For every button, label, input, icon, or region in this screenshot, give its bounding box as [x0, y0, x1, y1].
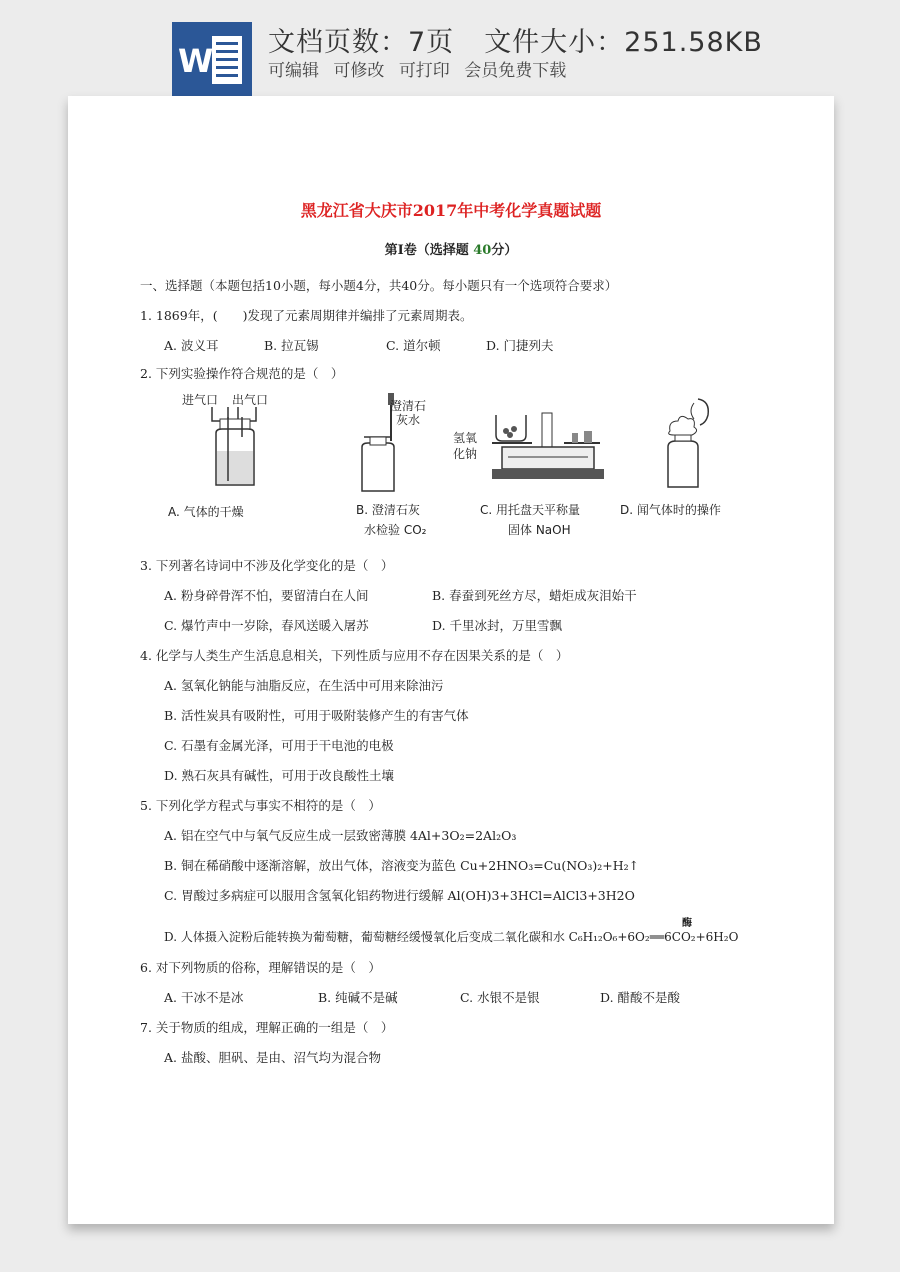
caption-a: A. 气体的干燥 [168, 505, 244, 519]
q4-option-c: C. 石墨有金属光泽，可用于干电池的电极 [164, 738, 394, 753]
q6-option-c: C. 水银不是银 [460, 990, 540, 1005]
q6-option-d: D. 醋酸不是酸 [600, 990, 681, 1005]
limewater-label-2: 灰水 [396, 413, 421, 427]
feature-printable: 可打印 [398, 61, 450, 81]
file-size: 文件大小：251.58KB [484, 27, 763, 58]
question-6: 6. 对下列物质的俗称，理解错误的是（ ） [140, 960, 381, 975]
q5-option-c: C. 胃酸过多病症可以服用含氢氧化铝药物进行缓解 Al(OH)3+3HCl=AlCl3+3H2O [164, 888, 635, 903]
q3-option-c: C. 爆竹声中一岁除，春风送暖入屠苏 [164, 618, 369, 633]
naoh-label-2: 化钠 [453, 447, 478, 461]
q7-option-a: A. 盐酸、胆矾、是由、沼气均为混合物 [164, 1050, 381, 1065]
q6-option-a: A. 干冰不是冰 [164, 990, 244, 1005]
caption-c-line2: 固体 NaOH [508, 523, 571, 537]
q5-option-d: D. 人体摄入淀粉后能转换为葡萄糖，葡萄糖经缓慢氧化后变成二氧化碳和水 C₆H₁₂O₆+6O₂══6CO₂+6H₂O [164, 930, 739, 944]
caption-b-line2: 水检验 CO₂ [364, 523, 427, 537]
inlet-label: 进气口 [182, 393, 219, 407]
file-info [268, 20, 763, 59]
feature-editable: 可编辑 [268, 61, 319, 81]
smelling-gas-icon [658, 391, 718, 491]
q5-option-b: B. 铜在稀硝酸中逐渐溶解，放出气体，溶液变为蓝色 Cu+2HNO₃=Cu(NO₃)₂+H₂↑ [164, 858, 640, 873]
q4-option-d: D. 熟石灰具有碱性，可用于改良酸性土壤 [164, 768, 395, 783]
page-count: 文档页数：7页 [268, 27, 455, 58]
caption-d: D. 闻气体时的操作 [620, 503, 721, 517]
instructions: 一、选择题（本题包括10小题，每小题4分，共40分。每小题只有一个选项符合要求） [140, 278, 618, 293]
q4-option-a: A. 氢氧化钠能与油脂反应，在生活中可用来除油污 [164, 678, 444, 693]
q6-option-b: B. 纯碱不是碱 [318, 990, 398, 1005]
gas-washing-bottle-icon [198, 403, 278, 493]
feature-member-download: 会员免费下载 [464, 61, 567, 81]
q4-option-b: B. 活性炭具有吸附性，可用于吸附装修产生的有害气体 [164, 708, 469, 723]
feature-list [268, 56, 575, 81]
q1-option-a: A. 波义耳 [164, 338, 219, 353]
q3-option-b: B. 春蚕到死丝方尽，蜡炬成灰泪始干 [432, 588, 637, 603]
q3-option-d: D. 千里冰封，万里雪飘 [432, 618, 563, 633]
question-5: 5. 下列化学方程式与事实不相符的是（ ） [140, 798, 381, 813]
section-points: 40 [473, 243, 492, 258]
q1-option-c: C. 道尔顿 [386, 338, 441, 353]
q5-option-a: A. 铝在空气中与氧气反应生成一层致密薄膜 4Al+3O₂=2Al₂O₃ [164, 828, 517, 843]
balance-icon [488, 405, 608, 495]
section-heading: 第Ⅰ卷（选择题 40分） [384, 243, 518, 258]
question-1: 1. 1869年，( )发现了元素周期律并编排了元素周期表。 [140, 308, 473, 323]
word-document-icon [172, 22, 252, 96]
feature-modifiable: 可修改 [333, 61, 385, 81]
limewater-label-1: 澄清石 [390, 399, 427, 413]
question-7: 7. 关于物质的组成，理解正确的一组是（ ） [140, 1020, 394, 1035]
enzyme-label: 酶 [682, 918, 692, 929]
document-page [68, 96, 834, 1224]
question-4: 4. 化学与人类生产生活息息相关，下列性质与应用不存在因果关系的是（ ） [140, 648, 569, 663]
q2-apparatus-diagram [168, 391, 721, 541]
caption-b-line1: B. 澄清石灰 [356, 503, 420, 517]
download-banner [0, 0, 900, 100]
caption-c-line1: C. 用托盘天平称量 [480, 503, 581, 517]
question-3: 3. 下列著名诗词中不涉及化学变化的是（ ） [140, 558, 394, 573]
q1-option-b: B. 拉瓦锡 [264, 338, 319, 353]
question-2: 2. 下列实验操作符合规范的是（ ） [140, 366, 344, 381]
q1-option-d: D. 门捷列夫 [486, 338, 554, 353]
outlet-label: 出气口 [232, 393, 269, 407]
naoh-label-1: 氢氧 [453, 431, 478, 445]
q3-option-a: A. 粉身碎骨浑不怕，要留清白在人间 [164, 588, 369, 603]
svg-text:W: W [178, 42, 214, 80]
document-title: 黑龙江省大庆市2017年中考化学真题试题 [300, 201, 602, 220]
